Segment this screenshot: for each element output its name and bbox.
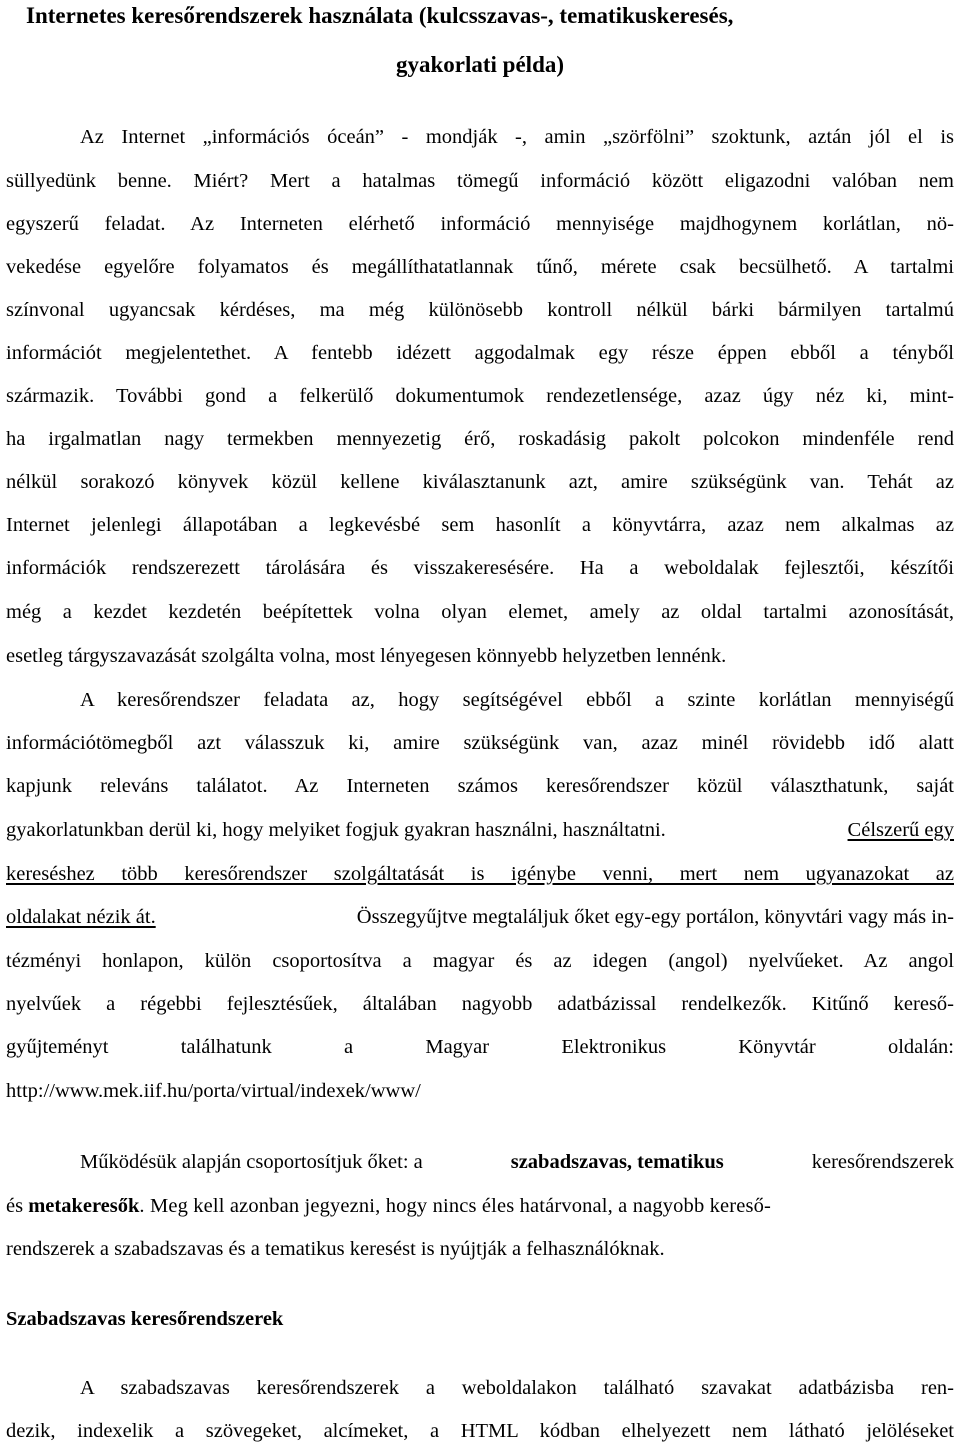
paragraph-1-line: nélkül sorakozó könyvek közül kellene kiválasztanunk azt, amire szükségünk van. Tehát az	[6, 471, 954, 493]
paragraph-2-line: gyűjteményt találhatunk a Magyar Elektronikus Könyvtár oldalán:	[6, 1036, 954, 1058]
paragraph-2-line: kapjunk releváns találatot. Az Interneten számos keresőrendszer közül választhatunk, saját	[6, 775, 954, 797]
paragraph-2-line	[6, 905, 954, 929]
mek-url[interactable]: http://www.mek.iif.hu/porta/virtual/indexek/www/	[6, 1080, 421, 1102]
paragraph-3-text: Működésük alapján csoportosítjuk őket: a	[80, 1151, 428, 1173]
paragraph-1-line: egyszerű feladat. Az Interneten elérhető információ mennyisége majdhogynem korlátlan, nö-	[6, 213, 954, 235]
paragraph-3-line	[6, 1194, 954, 1218]
paragraph-2-line: tézményi honlapon, külön csoportosítva a magyar és az idegen (angol) nyelvűeket. Az angol	[6, 950, 954, 972]
paragraph-2-text: Összegyűjtve megtaláljuk őket egy-egy portálon, könyvtári vagy más in-	[351, 906, 954, 928]
paragraph-1-line: vekedése egyelőre folyamatos és megállíthatatlannak tűnő, mérete csak becsülhető. A tartalmi	[6, 256, 954, 278]
paragraph-2-line	[6, 818, 954, 842]
paragraph-1-line: esetleg tárgyszavazását szolgálta volna, most lényegesen könnyebb helyzetben lennénk.	[6, 645, 727, 667]
paragraph-2-line: nyelvűek a régebbi fejlesztésűek, általában nagyobb adatbázissal rendelkezők. Kitűnő kereső-	[6, 993, 954, 1015]
paragraph-2-line: A keresőrendszer feladata az, hogy segítségével ebből a szinte korlátlan mennyiségű	[80, 689, 954, 711]
paragraph-1-line: süllyedünk benne. Miért? Mert a hatalmas tömegű információ között eligazodni valóban nem	[6, 170, 954, 192]
paragraph-1-line: ha irgalmatlan nagy termekben mennyezetig érő, roskadásig pakolt polcokon mindenféle rend	[6, 428, 954, 450]
paragraph-3-text: és	[6, 1195, 29, 1217]
bold-term: metakeresők	[28, 1195, 140, 1217]
paragraph-4-line: A szabadszavas keresőrendszerek a weboldalakon található szavakat adatbázisba ren-	[80, 1377, 954, 1399]
paragraph-3-line	[80, 1150, 954, 1174]
paragraph-1-line: színvonal ugyancsak kérdéses, ma még különösebb kontroll nélkül bárki bármilyen tartalmú	[6, 299, 954, 321]
paragraph-1-line: információk rendszerezett tárolására és visszakeresésére. Ha a weboldalak fejlesztői, készítői	[6, 557, 954, 579]
paragraph-1-line: még a kezdet kezdetén beépítettek volna olyan elemet, amely az oldal tartalmi azonosítását,	[6, 601, 954, 623]
paragraph-3-text: keresőrendszerek	[806, 1151, 954, 1173]
paragraph-1-line: információt megjelentethet. A fentebb idézett aggodalmak egy része éppen ebből a tényből	[6, 342, 954, 364]
paragraph-3-line: rendszerek a szabadszavas és a tematikus keresést is nyújtják a felhasználóknak.	[6, 1238, 665, 1260]
underlined-emphasis: Célszerű egy	[847, 819, 954, 841]
paragraph-3-text: . Meg kell azonban jegyezni, hogy nincs éles határvonal, a nagyobb kereső-	[139, 1195, 772, 1217]
document-title-line-2: gyakorlati példa)	[395, 52, 565, 77]
paragraph-1-line: Az Internet „információs óceán” - mondják -, amin „szörfölni” szoktunk, aztán jól el is	[80, 126, 954, 148]
paragraph-2-text: gyakorlatunkban derül ki, hogy melyiket fogjuk gyakran használni, használtatni.	[6, 819, 666, 841]
section-heading: Szabadszavas keresőrendszerek	[6, 1308, 284, 1330]
paragraph-1-line: Internet jelenlegi állapotában a legkevésbé sem hasonlít a könyvtárra, azaz nem alkalmas az	[6, 514, 954, 536]
underlined-emphasis: oldalakat nézik át.	[6, 906, 156, 928]
document-title-line-1: Internetes keresőrendszerek használata (kulcsszavas-, tematikuskeresés,	[26, 3, 734, 28]
paragraph-2-line: információtömegből azt válasszuk ki, amire szükségünk van, azaz minél rövidebb idő alatt	[6, 732, 954, 754]
underlined-emphasis-line: kereséshez több keresőrendszer szolgáltatását is igénybe venni, mert nem ugyanazokat az	[6, 863, 954, 885]
paragraph-1-line: származik. További gond a felkerülő dokumentumok rendezetlensége, azaz úgy néz ki, mint-	[6, 385, 954, 407]
paragraph-4-line: dezik, indexelik a szövegeket, alcímeket, a HTML kódban elhelyezett nem látható jelöléseket	[6, 1420, 954, 1442]
bold-term: szabadszavas, tematikus	[510, 1151, 724, 1173]
